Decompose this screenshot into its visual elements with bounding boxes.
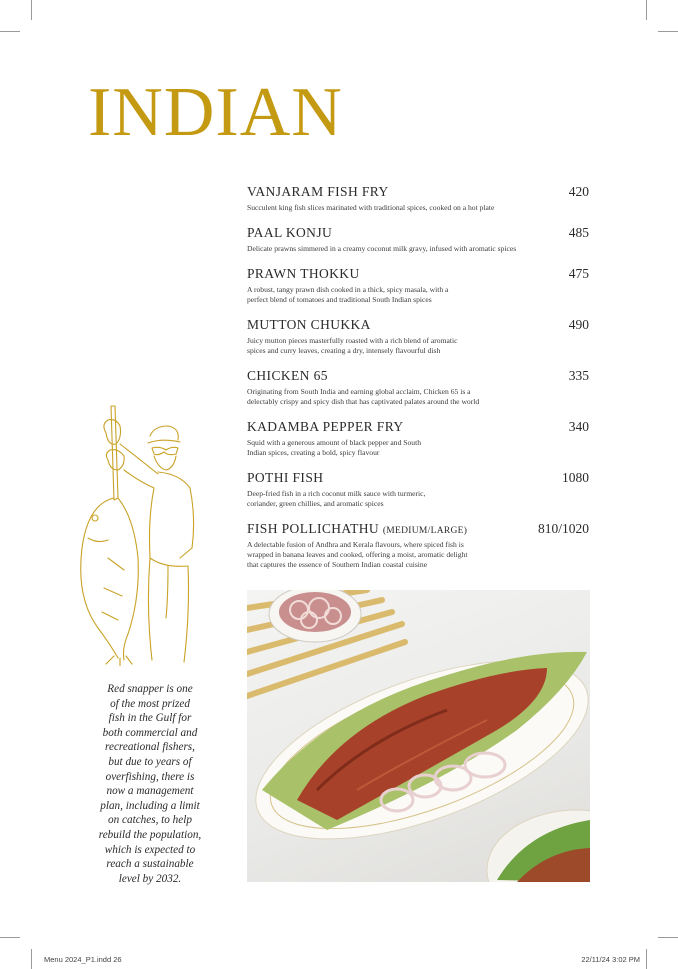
menu-item	[247, 225, 589, 254]
item-name: POTHI FISH	[247, 470, 324, 485]
item-price: 335	[568, 368, 589, 383]
item-name: KADAMBA PEPPER FRY	[247, 419, 404, 434]
menu-item	[247, 470, 589, 509]
crop-mark	[658, 937, 678, 938]
item-price: 810/1020	[537, 521, 589, 536]
item-description: A robust, tangy prawn dish cooked in a thick, spicy masala, with a perfect blend of tomatoes and traditional South Indian spices	[247, 285, 449, 304]
crop-mark	[646, 949, 647, 969]
item-size-options: (MEDIUM/LARGE)	[382, 526, 468, 536]
item-description: Squid with a generous amount of black pepper and South Indian spices, creating a bold, spicy flavour	[247, 438, 421, 457]
footer-timestamp: 22/11/24 3:02 PM	[581, 955, 640, 964]
fisherman-illustration	[68, 398, 203, 666]
item-price: 475	[568, 266, 589, 281]
item-name: FISH POLLICHATHU (MEDIUM/LARGE)	[247, 521, 468, 536]
item-description: Originating from South India and earning global acclaim, Chicken 65 is a delectably crispy and spicy dish that has captivated palates around the world	[247, 387, 480, 406]
menu-item	[247, 317, 589, 356]
item-name: MUTTON CHUKKA	[247, 317, 371, 332]
item-description: A delectable fusion of Andhra and Kerala flavours, where spiced fish is wrapped in banana leaves and cooked, offering a moist, aromatic delight that captures the essence of Southern Indian coastal cuisine	[247, 540, 468, 569]
red-snapper-note: Red snapper is one of the most prized fish in the Gulf for both commercial and recreational fishers, but due to years of overfishing, there is now a management plan, including a limit on catches, to help rebuild the population, which is expected to reach a sustainable level by 2032.	[98, 683, 202, 885]
crop-mark	[0, 31, 20, 32]
fish-pollichathu-image	[247, 590, 590, 882]
crop-mark	[646, 0, 647, 20]
item-name: PRAWN THOKKU	[247, 266, 360, 281]
item-name: VANJARAM FISH FRY	[247, 184, 389, 199]
menu-item	[247, 521, 589, 570]
crop-mark	[31, 949, 32, 969]
menu-list	[247, 184, 589, 582]
item-description: Succulent king fish slices marinated with traditional spices, cooked on a hot plate	[247, 203, 495, 212]
crop-mark	[0, 937, 20, 938]
item-price: 420	[568, 184, 589, 199]
item-description: Delicate prawns simmered in a creamy coconut milk gravy, infused with aromatic spices	[247, 244, 517, 253]
footer-file-info: Menu 2024_P1.indd 26	[44, 955, 122, 964]
dish-photo	[247, 590, 590, 882]
menu-item	[247, 419, 589, 458]
crop-mark	[658, 31, 678, 32]
item-name: PAAL KONJU	[247, 225, 333, 240]
crop-mark	[31, 0, 32, 20]
menu-item	[247, 184, 589, 213]
menu-item	[247, 368, 589, 407]
item-price: 1080	[562, 470, 589, 485]
item-price: 340	[568, 419, 589, 434]
item-price: 485	[568, 225, 589, 240]
menu-item	[247, 266, 589, 305]
item-description: Deep-fried fish in a rich coconut milk sauce with turmeric, coriander, green chillies, and aromatic spices	[247, 489, 426, 508]
item-name: CHICKEN 65	[247, 368, 328, 383]
item-description: Juicy mutton pieces masterfully roasted with a rich blend of aromatic spices and curry leaves, creating a dry, intensely flavourful dish	[247, 336, 458, 355]
page-title: INDIAN	[88, 74, 343, 151]
item-price: 490	[568, 317, 589, 332]
